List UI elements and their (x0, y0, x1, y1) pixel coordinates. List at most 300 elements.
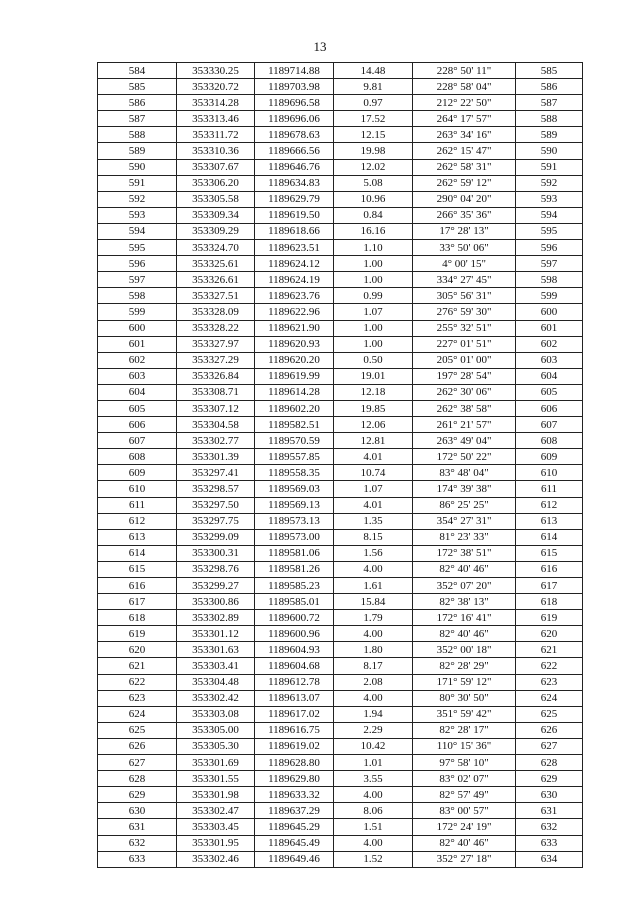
y-coordinate-cell: 1189620.93 (255, 336, 334, 352)
next-point-cell: 597 (516, 256, 583, 272)
y-coordinate-cell: 1189570.59 (255, 433, 334, 449)
y-coordinate-cell: 1189612.78 (255, 674, 334, 690)
point-number-cell: 605 (98, 400, 177, 416)
x-coordinate-cell: 353298.57 (177, 481, 255, 497)
table-row (98, 755, 583, 771)
table-row (98, 384, 583, 400)
table-row (98, 803, 583, 819)
point-number-cell: 625 (98, 722, 177, 738)
bearing-cell: 262° 30' 06" (413, 384, 516, 400)
table-row (98, 272, 583, 288)
distance-cell: 0.97 (334, 95, 413, 111)
point-number-cell: 598 (98, 288, 177, 304)
next-point-cell: 630 (516, 787, 583, 803)
distance-cell: 14.48 (334, 63, 413, 79)
distance-cell: 4.00 (334, 835, 413, 851)
table-row (98, 706, 583, 722)
point-number-cell: 623 (98, 690, 177, 706)
next-point-cell: 593 (516, 191, 583, 207)
table-row (98, 819, 583, 835)
bearing-cell: 17° 28' 13" (413, 223, 516, 239)
next-point-cell: 607 (516, 417, 583, 433)
distance-cell: 8.15 (334, 529, 413, 545)
bearing-cell: 305° 56' 31" (413, 288, 516, 304)
y-coordinate-cell: 1189633.32 (255, 787, 334, 803)
y-coordinate-cell: 1189558.35 (255, 465, 334, 481)
distance-cell: 4.01 (334, 449, 413, 465)
distance-cell: 19.98 (334, 143, 413, 159)
y-coordinate-cell: 1189620.20 (255, 352, 334, 368)
bearing-cell: 33° 50' 06" (413, 240, 516, 256)
point-number-cell: 606 (98, 417, 177, 433)
y-coordinate-cell: 1189604.68 (255, 658, 334, 674)
distance-cell: 12.06 (334, 417, 413, 433)
distance-cell: 1.10 (334, 240, 413, 256)
bearing-cell: 227° 01' 51" (413, 336, 516, 352)
table-row (98, 63, 583, 79)
y-coordinate-cell: 1189616.75 (255, 722, 334, 738)
next-point-cell: 629 (516, 771, 583, 787)
x-coordinate-cell: 353327.51 (177, 288, 255, 304)
distance-cell: 4.01 (334, 497, 413, 513)
distance-cell: 12.81 (334, 433, 413, 449)
next-point-cell: 586 (516, 79, 583, 95)
next-point-cell: 621 (516, 642, 583, 658)
y-coordinate-cell: 1189557.85 (255, 449, 334, 465)
next-point-cell: 591 (516, 159, 583, 175)
x-coordinate-cell: 353297.75 (177, 513, 255, 529)
distance-cell: 15.84 (334, 594, 413, 610)
distance-cell: 9.81 (334, 79, 413, 95)
next-point-cell: 603 (516, 352, 583, 368)
y-coordinate-cell: 1189617.02 (255, 706, 334, 722)
y-coordinate-cell: 1189678.63 (255, 127, 334, 143)
x-coordinate-cell: 353311.72 (177, 127, 255, 143)
bearing-cell: 262° 58' 31" (413, 159, 516, 175)
y-coordinate-cell: 1189619.50 (255, 207, 334, 223)
distance-cell: 1.52 (334, 851, 413, 867)
next-point-cell: 623 (516, 674, 583, 690)
x-coordinate-cell: 353299.09 (177, 529, 255, 545)
bearing-cell: 352° 27' 18" (413, 851, 516, 867)
x-coordinate-cell: 353298.76 (177, 561, 255, 577)
next-point-cell: 624 (516, 690, 583, 706)
bearing-cell: 97° 58' 10" (413, 755, 516, 771)
table-row (98, 320, 583, 336)
y-coordinate-cell: 1189622.96 (255, 304, 334, 320)
y-coordinate-cell: 1189629.80 (255, 771, 334, 787)
distance-cell: 1.94 (334, 706, 413, 722)
table-row (98, 465, 583, 481)
point-number-cell: 589 (98, 143, 177, 159)
next-point-cell: 605 (516, 384, 583, 400)
bearing-cell: 82° 40' 46" (413, 626, 516, 642)
bearing-cell: 352° 00' 18" (413, 642, 516, 658)
distance-cell: 10.74 (334, 465, 413, 481)
y-coordinate-cell: 1189614.28 (255, 384, 334, 400)
bearing-cell: 263° 49' 04" (413, 433, 516, 449)
table-row (98, 191, 583, 207)
bearing-cell: 82° 28' 17" (413, 722, 516, 738)
coordinates-table (97, 62, 583, 868)
point-number-cell: 624 (98, 706, 177, 722)
next-point-cell: 617 (516, 578, 583, 594)
next-point-cell: 614 (516, 529, 583, 545)
distance-cell: 1.00 (334, 272, 413, 288)
table-row (98, 449, 583, 465)
x-coordinate-cell: 353310.36 (177, 143, 255, 159)
next-point-cell: 613 (516, 513, 583, 529)
point-number-cell: 591 (98, 175, 177, 191)
x-coordinate-cell: 353303.41 (177, 658, 255, 674)
y-coordinate-cell: 1189634.83 (255, 175, 334, 191)
bearing-cell: 255° 32' 51" (413, 320, 516, 336)
table-row (98, 738, 583, 754)
point-number-cell: 619 (98, 626, 177, 642)
next-point-cell: 589 (516, 127, 583, 143)
distance-cell: 10.96 (334, 191, 413, 207)
page-number: 13 (313, 39, 327, 54)
bearing-cell: 82° 57' 49" (413, 787, 516, 803)
y-coordinate-cell: 1189628.80 (255, 755, 334, 771)
y-coordinate-cell: 1189581.26 (255, 561, 334, 577)
next-point-cell: 618 (516, 594, 583, 610)
point-number-cell: 607 (98, 433, 177, 449)
next-point-cell: 602 (516, 336, 583, 352)
table-row (98, 497, 583, 513)
x-coordinate-cell: 353301.39 (177, 449, 255, 465)
distance-cell: 12.15 (334, 127, 413, 143)
y-coordinate-cell: 1189585.23 (255, 578, 334, 594)
table-row (98, 610, 583, 626)
next-point-cell: 604 (516, 368, 583, 384)
y-coordinate-cell: 1189600.96 (255, 626, 334, 642)
point-number-cell: 627 (98, 755, 177, 771)
next-point-cell: 633 (516, 835, 583, 851)
y-coordinate-cell: 1189666.56 (255, 143, 334, 159)
bearing-cell: 82° 40' 46" (413, 561, 516, 577)
point-number-cell: 630 (98, 803, 177, 819)
next-point-cell: 622 (516, 658, 583, 674)
y-coordinate-cell: 1189624.19 (255, 272, 334, 288)
bearing-cell: 172° 16' 41" (413, 610, 516, 626)
y-coordinate-cell: 1189619.02 (255, 738, 334, 754)
next-point-cell: 594 (516, 207, 583, 223)
distance-cell: 2.29 (334, 722, 413, 738)
next-point-cell: 612 (516, 497, 583, 513)
next-point-cell: 592 (516, 175, 583, 191)
point-number-cell: 622 (98, 674, 177, 690)
point-number-cell: 612 (98, 513, 177, 529)
table-row (98, 111, 583, 127)
y-coordinate-cell: 1189618.66 (255, 223, 334, 239)
next-point-cell: 608 (516, 433, 583, 449)
x-coordinate-cell: 353301.63 (177, 642, 255, 658)
table-row (98, 626, 583, 642)
point-number-cell: 620 (98, 642, 177, 658)
x-coordinate-cell: 353300.31 (177, 545, 255, 561)
distance-cell: 16.16 (334, 223, 413, 239)
y-coordinate-cell: 1189619.99 (255, 368, 334, 384)
x-coordinate-cell: 353301.95 (177, 835, 255, 851)
point-number-cell: 609 (98, 465, 177, 481)
table-row (98, 175, 583, 191)
next-point-cell: 611 (516, 481, 583, 497)
point-number-cell: 601 (98, 336, 177, 352)
bearing-cell: 83° 48' 04" (413, 465, 516, 481)
point-number-cell: 629 (98, 787, 177, 803)
table-row (98, 771, 583, 787)
table-row (98, 240, 583, 256)
distance-cell: 1.01 (334, 755, 413, 771)
next-point-cell: 596 (516, 240, 583, 256)
bearing-cell: 354° 27' 31" (413, 513, 516, 529)
point-number-cell: 587 (98, 111, 177, 127)
bearing-cell: 172° 24' 19" (413, 819, 516, 835)
x-coordinate-cell: 353302.77 (177, 433, 255, 449)
table-row (98, 545, 583, 561)
bearing-cell: 81° 23' 33" (413, 529, 516, 545)
x-coordinate-cell: 353328.22 (177, 320, 255, 336)
next-point-cell: 631 (516, 803, 583, 819)
bearing-cell: 262° 15' 47" (413, 143, 516, 159)
y-coordinate-cell: 1189646.76 (255, 159, 334, 175)
table-row (98, 352, 583, 368)
y-coordinate-cell: 1189621.90 (255, 320, 334, 336)
next-point-cell: 620 (516, 626, 583, 642)
distance-cell: 8.06 (334, 803, 413, 819)
x-coordinate-cell: 353306.20 (177, 175, 255, 191)
next-point-cell: 609 (516, 449, 583, 465)
point-number-cell: 586 (98, 95, 177, 111)
distance-cell: 1.56 (334, 545, 413, 561)
x-coordinate-cell: 353301.55 (177, 771, 255, 787)
distance-cell: 10.42 (334, 738, 413, 754)
bearing-cell: 264° 17' 57" (413, 111, 516, 127)
bearing-cell: 174° 39' 38" (413, 481, 516, 497)
y-coordinate-cell: 1189623.51 (255, 240, 334, 256)
x-coordinate-cell: 353301.69 (177, 755, 255, 771)
bearing-cell: 82° 38' 13" (413, 594, 516, 610)
next-point-cell: 627 (516, 738, 583, 754)
distance-cell: 2.08 (334, 674, 413, 690)
table-row (98, 594, 583, 610)
point-number-cell: 594 (98, 223, 177, 239)
table-row (98, 79, 583, 95)
bearing-cell: 290° 04' 20" (413, 191, 516, 207)
point-number-cell: 603 (98, 368, 177, 384)
bearing-cell: 334° 27' 45" (413, 272, 516, 288)
table-row (98, 835, 583, 851)
point-number-cell: 590 (98, 159, 177, 175)
x-coordinate-cell: 353328.09 (177, 304, 255, 320)
distance-cell: 1.80 (334, 642, 413, 658)
x-coordinate-cell: 353300.86 (177, 594, 255, 610)
table-row (98, 851, 583, 867)
y-coordinate-cell: 1189613.07 (255, 690, 334, 706)
next-point-cell: 634 (516, 851, 583, 867)
next-point-cell: 626 (516, 722, 583, 738)
y-coordinate-cell: 1189649.46 (255, 851, 334, 867)
distance-cell: 1.00 (334, 336, 413, 352)
distance-cell: 19.01 (334, 368, 413, 384)
next-point-cell: 590 (516, 143, 583, 159)
y-coordinate-cell: 1189645.29 (255, 819, 334, 835)
bearing-cell: 276° 59' 30" (413, 304, 516, 320)
bearing-cell: 172° 50' 22" (413, 449, 516, 465)
table-row (98, 578, 583, 594)
point-number-cell: 628 (98, 771, 177, 787)
bearing-cell: 228° 50' 11" (413, 63, 516, 79)
bearing-cell: 82° 28' 29" (413, 658, 516, 674)
distance-cell: 3.55 (334, 771, 413, 787)
bearing-cell: 263° 34' 16" (413, 127, 516, 143)
distance-cell: 0.84 (334, 207, 413, 223)
bearing-cell: 86° 25' 25" (413, 497, 516, 513)
next-point-cell: 610 (516, 465, 583, 481)
point-number-cell: 615 (98, 561, 177, 577)
x-coordinate-cell: 353305.58 (177, 191, 255, 207)
bearing-cell: 83° 02' 07" (413, 771, 516, 787)
x-coordinate-cell: 353302.42 (177, 690, 255, 706)
y-coordinate-cell: 1189703.98 (255, 79, 334, 95)
point-number-cell: 592 (98, 191, 177, 207)
distance-cell: 5.08 (334, 175, 413, 191)
bearing-cell: 80° 30' 50" (413, 690, 516, 706)
point-number-cell: 616 (98, 578, 177, 594)
distance-cell: 19.85 (334, 400, 413, 416)
x-coordinate-cell: 353308.71 (177, 384, 255, 400)
coordinates-table-body (98, 63, 583, 868)
table-row (98, 529, 583, 545)
distance-cell: 4.00 (334, 787, 413, 803)
distance-cell: 0.50 (334, 352, 413, 368)
x-coordinate-cell: 353326.61 (177, 272, 255, 288)
y-coordinate-cell: 1189573.00 (255, 529, 334, 545)
point-number-cell: 597 (98, 272, 177, 288)
table-row (98, 513, 583, 529)
point-number-cell: 614 (98, 545, 177, 561)
distance-cell: 4.00 (334, 626, 413, 642)
x-coordinate-cell: 353327.29 (177, 352, 255, 368)
x-coordinate-cell: 353314.28 (177, 95, 255, 111)
table-row (98, 561, 583, 577)
distance-cell: 1.35 (334, 513, 413, 529)
table-row (98, 159, 583, 175)
x-coordinate-cell: 353299.27 (177, 578, 255, 594)
next-point-cell: 601 (516, 320, 583, 336)
table-row (98, 127, 583, 143)
table-row (98, 400, 583, 416)
y-coordinate-cell: 1189645.49 (255, 835, 334, 851)
x-coordinate-cell: 353330.25 (177, 63, 255, 79)
y-coordinate-cell: 1189624.12 (255, 256, 334, 272)
table-row (98, 304, 583, 320)
x-coordinate-cell: 353304.58 (177, 417, 255, 433)
next-point-cell: 600 (516, 304, 583, 320)
x-coordinate-cell: 353325.61 (177, 256, 255, 272)
point-number-cell: 617 (98, 594, 177, 610)
table-row (98, 658, 583, 674)
distance-cell: 1.79 (334, 610, 413, 626)
next-point-cell: 628 (516, 755, 583, 771)
bearing-cell: 212° 22' 50" (413, 95, 516, 111)
next-point-cell: 595 (516, 223, 583, 239)
x-coordinate-cell: 353301.98 (177, 787, 255, 803)
bearing-cell: 171° 59' 12" (413, 674, 516, 690)
table-row (98, 417, 583, 433)
bearing-cell: 205° 01' 00" (413, 352, 516, 368)
y-coordinate-cell: 1189623.76 (255, 288, 334, 304)
y-coordinate-cell: 1189602.20 (255, 400, 334, 416)
x-coordinate-cell: 353313.46 (177, 111, 255, 127)
distance-cell: 12.18 (334, 384, 413, 400)
y-coordinate-cell: 1189581.06 (255, 545, 334, 561)
x-coordinate-cell: 353297.50 (177, 497, 255, 513)
x-coordinate-cell: 353305.30 (177, 738, 255, 754)
y-coordinate-cell: 1189604.93 (255, 642, 334, 658)
point-number-cell: 613 (98, 529, 177, 545)
x-coordinate-cell: 353304.48 (177, 674, 255, 690)
bearing-cell: 83° 00' 57" (413, 803, 516, 819)
x-coordinate-cell: 353324.70 (177, 240, 255, 256)
distance-cell: 8.17 (334, 658, 413, 674)
x-coordinate-cell: 353309.34 (177, 207, 255, 223)
distance-cell: 4.00 (334, 561, 413, 577)
table-row (98, 481, 583, 497)
point-number-cell: 633 (98, 851, 177, 867)
table-row (98, 223, 583, 239)
next-point-cell: 632 (516, 819, 583, 835)
x-coordinate-cell: 353303.45 (177, 819, 255, 835)
bearing-cell: 261° 21' 57" (413, 417, 516, 433)
x-coordinate-cell: 353307.67 (177, 159, 255, 175)
point-number-cell: 599 (98, 304, 177, 320)
next-point-cell: 625 (516, 706, 583, 722)
y-coordinate-cell: 1189585.01 (255, 594, 334, 610)
y-coordinate-cell: 1189600.72 (255, 610, 334, 626)
distance-cell: 0.99 (334, 288, 413, 304)
distance-cell: 4.00 (334, 690, 413, 706)
point-number-cell: 632 (98, 835, 177, 851)
x-coordinate-cell: 353320.72 (177, 79, 255, 95)
bearing-cell: 351° 59' 42" (413, 706, 516, 722)
distance-cell: 1.61 (334, 578, 413, 594)
y-coordinate-cell: 1189569.13 (255, 497, 334, 513)
table-row (98, 95, 583, 111)
point-number-cell: 610 (98, 481, 177, 497)
distance-cell: 12.02 (334, 159, 413, 175)
bearing-cell: 266° 35' 36" (413, 207, 516, 223)
bearing-cell: 4° 00' 15" (413, 256, 516, 272)
table-row (98, 642, 583, 658)
bearing-cell: 172° 38' 51" (413, 545, 516, 561)
x-coordinate-cell: 353301.12 (177, 626, 255, 642)
x-coordinate-cell: 353326.84 (177, 368, 255, 384)
x-coordinate-cell: 353302.89 (177, 610, 255, 626)
x-coordinate-cell: 353303.08 (177, 706, 255, 722)
point-number-cell: 595 (98, 240, 177, 256)
point-number-cell: 584 (98, 63, 177, 79)
next-point-cell: 585 (516, 63, 583, 79)
next-point-cell: 587 (516, 95, 583, 111)
next-point-cell: 615 (516, 545, 583, 561)
x-coordinate-cell: 353297.41 (177, 465, 255, 481)
x-coordinate-cell: 353302.47 (177, 803, 255, 819)
table-row (98, 207, 583, 223)
table-row (98, 674, 583, 690)
point-number-cell: 585 (98, 79, 177, 95)
